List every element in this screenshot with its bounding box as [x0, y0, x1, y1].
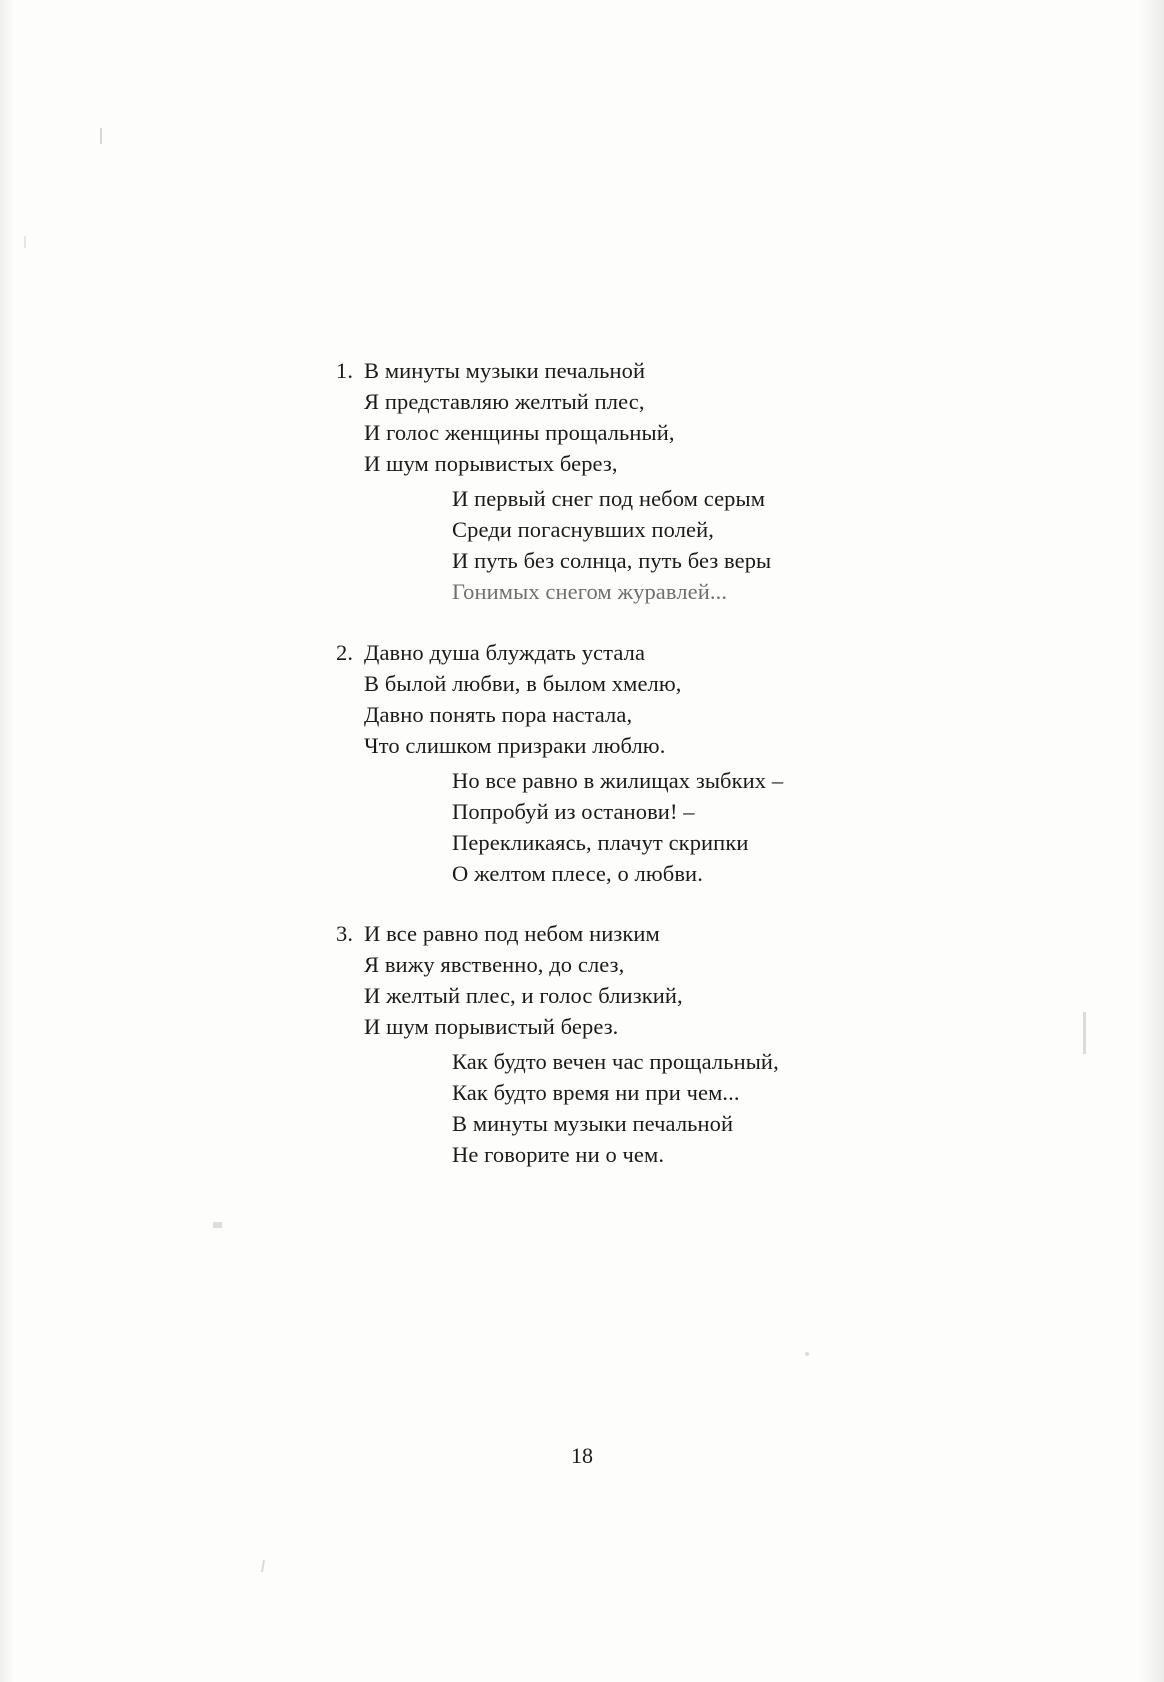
scan-artifact — [1083, 1012, 1086, 1054]
scan-artifact — [261, 1560, 265, 1572]
verse-line: Среди погаснувших полей, — [452, 517, 714, 542]
verse-line: Перекликаясь, плачут скрипки — [452, 830, 749, 855]
verse-line: Давно душа блуждать устала — [364, 640, 646, 665]
verse-line: И желтый плес, и голос близкий, — [364, 983, 683, 1008]
verse-line: Давно понять пора настала, — [364, 702, 633, 727]
verse-line: Я представляю желтый плес, — [364, 389, 645, 414]
verse-line: Гонимых снегом журавлей... — [452, 579, 728, 604]
stanza-number: 2. — [336, 640, 354, 665]
verse-line: И путь без солнца, путь без веры — [452, 548, 772, 573]
scan-edge-left — [0, 0, 14, 1682]
scan-edge-right — [1138, 0, 1164, 1682]
verse-line: О желтом плесе, о любви. — [452, 861, 703, 886]
stanza — [452, 483, 932, 607]
stanza — [452, 765, 932, 889]
stanza — [452, 1046, 932, 1170]
stanza-number: 1. — [336, 358, 354, 383]
scan-artifact — [24, 236, 26, 248]
verse-line: В былой любви, в былом хмелю, — [364, 671, 682, 696]
page-number: 18 — [571, 1443, 593, 1468]
stanza — [336, 355, 884, 479]
scan-artifact — [805, 1352, 809, 1356]
stanza — [336, 637, 884, 761]
stanza-number: 3. — [336, 921, 354, 946]
verse-line: И шум порывистых берез, — [364, 451, 618, 476]
verse-line: В минуты музыки печальной — [452, 1111, 734, 1136]
verse-line: И шум порывистый берез. — [364, 1014, 619, 1039]
verse-line: Как будто вечен час прощальный, — [452, 1049, 779, 1074]
verse-line: Не говорите ни о чем. — [452, 1142, 665, 1167]
verse-line: В минуты музыки печальной — [364, 358, 646, 383]
verse-line: И все равно под небом низким — [364, 921, 660, 946]
scan-artifact — [213, 1222, 222, 1228]
verse-line: И первый снег под небом серым — [452, 486, 766, 511]
verse-line: Как будто время ни при чем... — [452, 1080, 740, 1105]
verse-line: Я вижу явственно, до слез, — [364, 952, 625, 977]
verse-line: И голос женщины прощальный, — [364, 420, 675, 445]
verse-line: Что слишком призраки люблю. — [364, 733, 666, 758]
verse-line: Но все равно в жилищах зыбких – — [452, 768, 784, 793]
scan-artifact — [100, 128, 102, 144]
stanza — [336, 918, 884, 1042]
verse-line: Попробуй из останови! – — [452, 799, 695, 824]
